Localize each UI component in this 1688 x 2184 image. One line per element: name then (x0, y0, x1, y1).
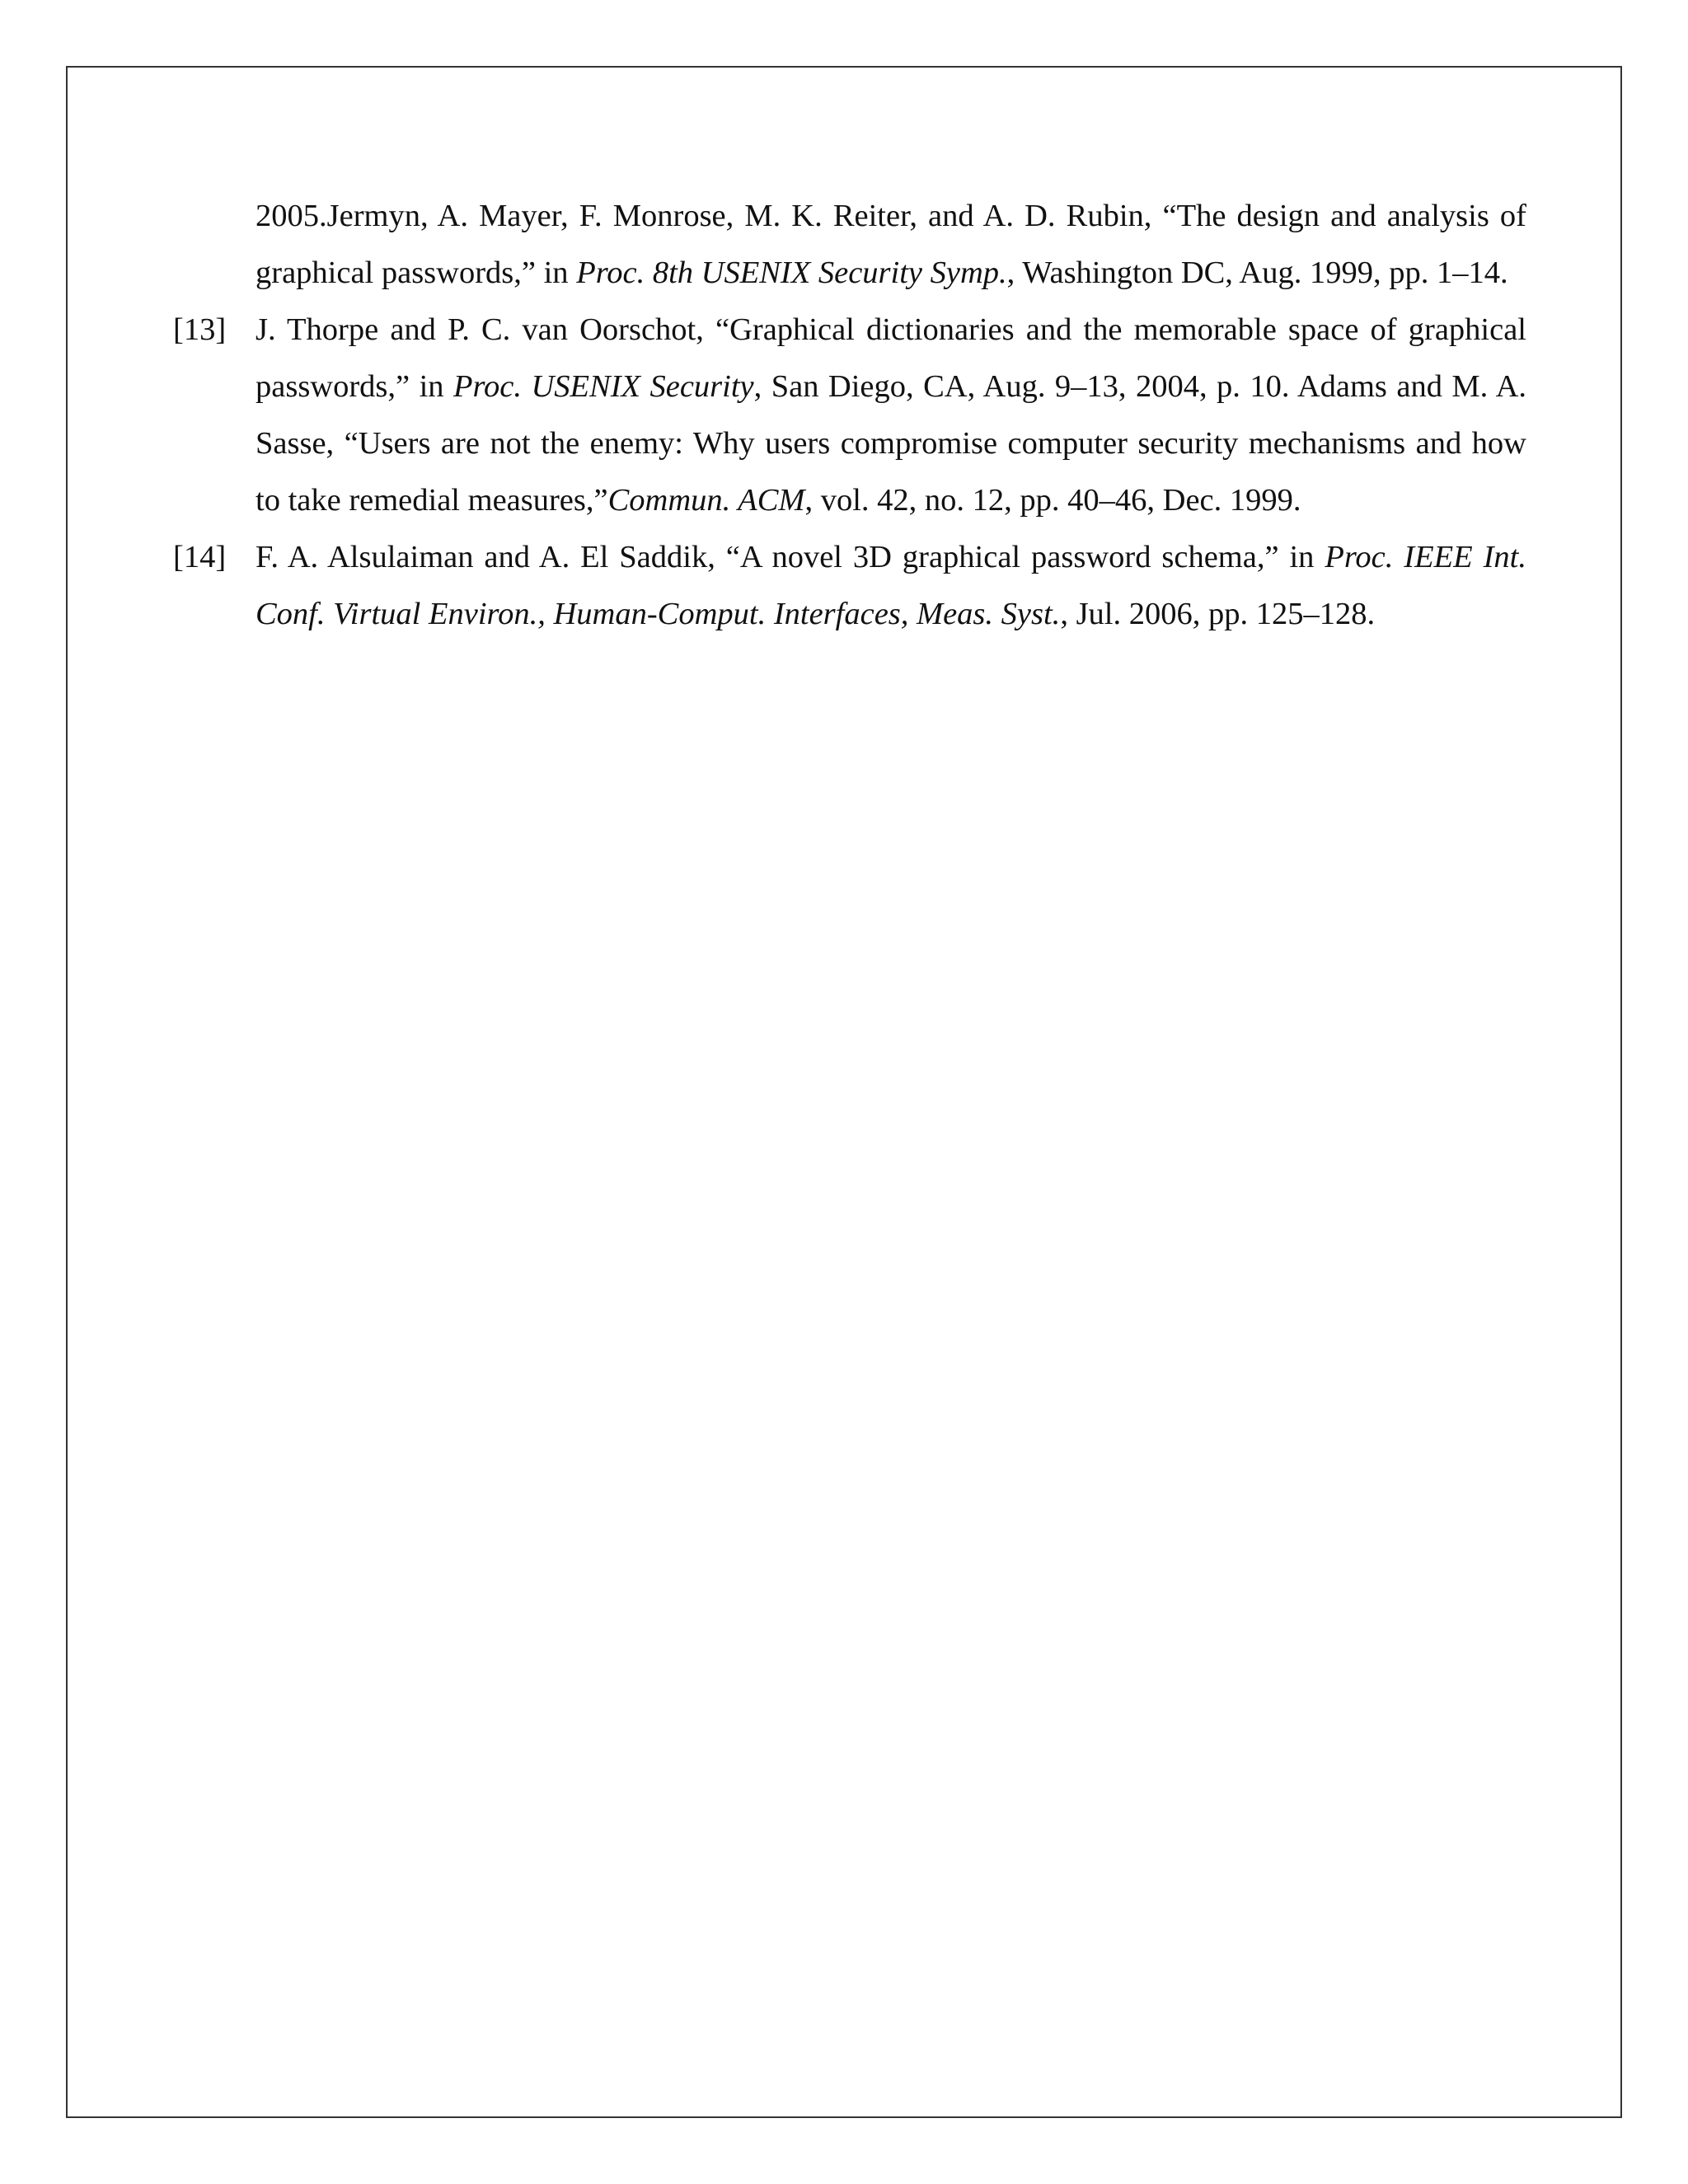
reference-segment: J. Thorpe and P. C. van Oorschot, “Graphical dictionaries and the memorable space of graphical passwords,” in (256, 312, 1526, 404)
reference-list (173, 188, 1526, 643)
reference-segment: , Washington DC, Aug. 1999, pp. 1–14. (1006, 255, 1508, 290)
reference-segment: , Jul. 2006, pp. 125–128. (1060, 597, 1376, 631)
reference-text (256, 199, 1526, 290)
reference-entry (173, 188, 1526, 302)
reference-number: [14] (173, 540, 227, 574)
reference-entry (173, 302, 1526, 529)
reference-text (256, 312, 1526, 518)
reference-venue: Proc. IEEE Int. Conf. Virtual Environ., Human-Comput. Interfaces, Meas. Syst. (256, 540, 1526, 631)
reference-segment: 2005.Jermyn, A. Mayer, F. Monrose, M. K. Reiter, and A. D. Rubin, “The design and analysis of graphical passwords,” in (256, 199, 1526, 290)
reference-entry (173, 529, 1526, 643)
reference-number: [13] (173, 312, 227, 347)
reference-venue: Commun. ACM (607, 483, 805, 518)
reference-segment: , vol. 42, no. 12, pp. 40–46, Dec. 1999. (804, 483, 1301, 518)
reference-segment: F. A. Alsulaiman and A. El Saddik, “A novel 3D graphical password schema,” in (256, 540, 1325, 574)
reference-segment: , San Diego, CA, Aug. 9–13, 2004, p. 10. Adams and M. A. Sasse, “Users are not the enemy: Why users compromise computer security mechanisms and how to take remedial measures,” (256, 369, 1527, 518)
reference-text (256, 540, 1526, 631)
reference-venue: Proc. 8th USENIX Security Symp. (576, 255, 1007, 290)
reference-venue: Proc. USENIX Security (452, 369, 754, 404)
